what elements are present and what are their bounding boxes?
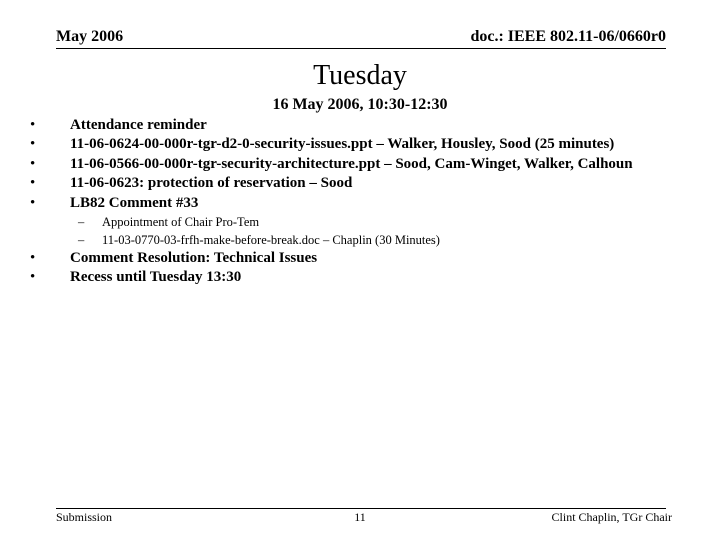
- slide-body: [28, 116, 708, 288]
- agenda-list-continued: [28, 249, 708, 288]
- agenda-sublist: [28, 213, 708, 249]
- footer-author: Clint Chaplin, TGr Chair: [551, 510, 672, 524]
- slide-subtitle: 16 May 2006, 10:30-12:30: [272, 96, 448, 113]
- agenda-item-text: 11-06-0566-00-000r-tgr-security-architecture.ppt – Sood, Cam-Winget, Walker, Calhoun: [70, 155, 633, 172]
- header-doc-id: doc.: IEEE 802.11-06/0660r0: [470, 28, 666, 45]
- agenda-item: [28, 268, 708, 287]
- bullet-icon: •: [30, 117, 36, 133]
- footer-submission: Submission: [56, 510, 113, 524]
- slide-title: Tuesday: [313, 60, 407, 91]
- agenda-item: [28, 249, 708, 268]
- agenda-list: [28, 116, 708, 213]
- footer-page-number: 11: [354, 510, 366, 524]
- agenda-item-text: 11-06-0624-00-000r-tgr-d2-0-security-issues.ppt – Walker, Housley, Sood (25 minutes): [70, 136, 615, 153]
- agenda-item: [28, 116, 708, 135]
- header-date: May 2006: [56, 28, 124, 45]
- agenda-item: [28, 194, 708, 213]
- agenda-subitem-text: Appointment of Chair Pro-Tem: [102, 215, 260, 230]
- agenda-item-text: LB82 Comment #33: [70, 194, 199, 211]
- agenda-item-text: Recess until Tuesday 13:30: [70, 269, 242, 286]
- bullet-icon: •: [30, 269, 36, 286]
- bullet-icon: •: [30, 155, 36, 172]
- agenda-item: [28, 174, 708, 193]
- bullet-icon: •: [30, 250, 36, 267]
- agenda-item: [28, 155, 708, 174]
- agenda-subitem-text: 11-03-0770-03-frfh-make-before-break.doc – Chaplin (30 Minutes): [102, 233, 440, 248]
- footer-divider: [56, 508, 666, 509]
- dash-icon: –: [78, 233, 85, 248]
- bullet-icon: •: [30, 175, 36, 192]
- bullet-icon: •: [30, 136, 36, 153]
- header-divider: [56, 48, 666, 49]
- agenda-item-text: Comment Resolution: Technical Issues: [70, 250, 318, 267]
- agenda-subitem: [28, 231, 708, 249]
- agenda-subitem: [28, 213, 708, 231]
- agenda-item: [28, 135, 708, 154]
- dash-icon: –: [78, 215, 85, 230]
- bullet-icon: •: [30, 194, 36, 211]
- agenda-item-text: 11-06-0623: protection of reservation – Sood: [70, 175, 353, 192]
- agenda-item-text: Attendance reminder: [70, 117, 207, 133]
